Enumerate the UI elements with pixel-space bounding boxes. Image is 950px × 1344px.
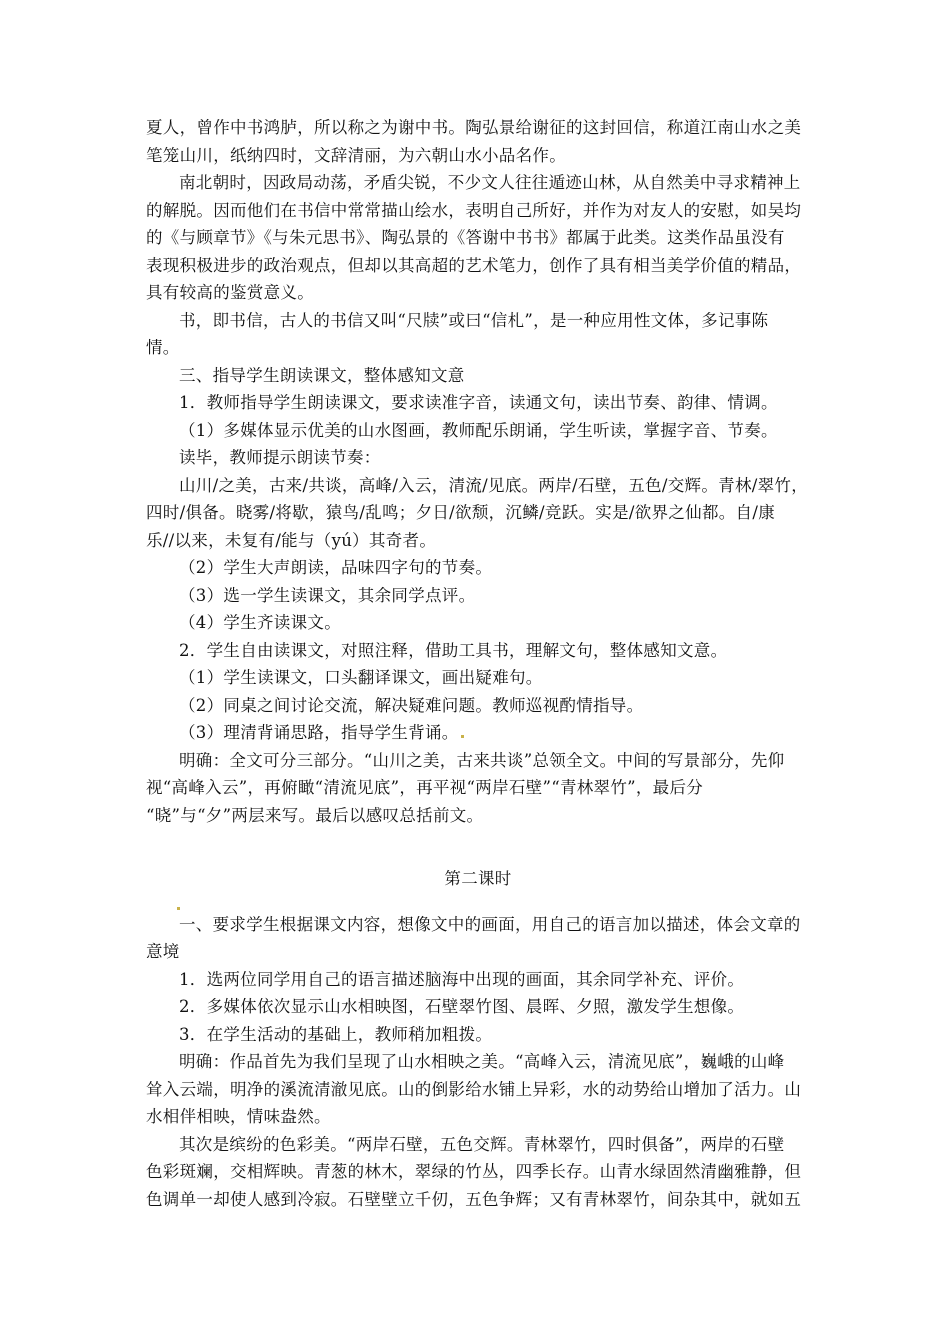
- text-line: 的解脱。因而他们在书信中常常描山绘水，表明自己所好，并作为对友人的安慰，如吴均: [146, 200, 802, 220]
- text-line: 书，即书信，古人的书信又叫“尺牍”或曰“信札”，是一种应用性文体，多记事陈: [179, 310, 769, 330]
- text-line: 的《与顾章节》《与朱元思书》、陶弘景的《答谢中书书》都属于此类。这类作品虽没有: [146, 228, 785, 247]
- text-line: 水相伴相映，情味盎然。: [146, 1107, 331, 1126]
- section-heading: 第二课时: [444, 869, 512, 888]
- text-line: 三、指导学生朗读课文，整体感知文意: [179, 365, 465, 385]
- text-line: 1．教师指导学生朗读课文，要求读准字音，读通文句，读出节奏、韵律、情调。: [179, 393, 778, 412]
- text-line: 耸入云端，明净的溪流清澈见底。山的倒影给水铺上异彩，水的动势给山增加了活力。山: [146, 1079, 802, 1099]
- section-gap: [146, 829, 810, 865]
- text-line: （2）学生大声朗读，品味四字句的节奏。: [179, 558, 493, 577]
- text-line: （4）学生齐读课文。: [179, 613, 341, 632]
- stray-mark: [177, 907, 180, 910]
- text-line: 情。: [146, 338, 180, 357]
- text-line: 南北朝时，因政局动荡，矛盾尖锐，不少文人往往遁迹山林，从自然美中寻求精神上: [179, 173, 801, 192]
- text-line: 2．学生自由读课文，对照注释，借助工具书，理解文句，整体感知文意。: [179, 640, 728, 660]
- text-line: 明确：全文可分三部分。“山川之美，古来共谈”总领全文。中间的写景部分，先仰: [179, 750, 785, 770]
- text-line: （3）选一学生读课文，其余同学点评。: [179, 585, 476, 605]
- text-line: 视“高峰入云”，再俯瞰“清流见底”，再平视“两岸石壁”“青林翠竹”，最后分: [146, 778, 704, 797]
- text-line: 表现积极进步的政治观点，但却以其高超的艺术笔力，创作了具有相当美学价值的精品，: [146, 255, 802, 275]
- text-line: 读毕，教师提示朗读节奏：: [179, 448, 381, 467]
- text-line: 四时/俱备。晓雾/将歇，猿鸟/乱鸣；夕日/欲颓，沉鳞/竞跃。实是/欲界之仙都。自/康: [146, 503, 776, 522]
- text-line: 3．在学生活动的基础上，教师稍加粗拨。: [179, 1024, 493, 1044]
- text-line: （2）同桌之间讨论交流，解决疑难问题。教师巡视酌情指导。: [179, 695, 644, 715]
- text-line: 色调单一却使人感到冷寂。石壁壁立千仞，五色争辉；又有青林翠竹，间杂其中，就如五: [146, 1189, 802, 1209]
- text-line: 乐//以来，未复有/能与（yú）其奇者。: [146, 530, 437, 550]
- stray-mark: [461, 735, 464, 738]
- section-gap: [146, 893, 810, 911]
- text-line: （1）学生读课文，口头翻译课文，画出疑难句。: [179, 668, 543, 687]
- text-line: 1．选两位同学用自己的语言描述脑海中出现的画面，其余同学补充、评价。: [179, 969, 745, 989]
- text-line: 其次是缤纷的色彩美。“两岸石壁，五色交辉。青林翠竹，四时俱备”，两岸的石壁: [179, 1134, 785, 1154]
- text-line: （1）多媒体显示优美的山水图画，教师配乐朗诵，学生听读，掌握字音、节奏。: [179, 420, 778, 440]
- text-line-with-mark: [146, 719, 810, 747]
- text-span: （3）理清背诵思路，指导学生背诵。: [179, 723, 459, 742]
- text-line: 夏人，曾作中书鸿胪，所以称之为谢中书。陶弘景给谢征的这封回信，称道江南山水之美: [146, 118, 802, 137]
- text-line: 2．多媒体依次显示山水相映图，石壁翠竹图、晨晖、夕照，激发学生想像。: [179, 997, 745, 1016]
- text-line: 笔笼山川，纸纳四时，文辞清丽，为六朝山水小品名作。: [146, 145, 566, 165]
- text-line: 色彩斑斓，交相辉映。青葱的林木，翠绿的竹丛，四季长存。山青水绿固然清幽雅静，但: [146, 1162, 802, 1181]
- text-line: “晓”与“夕”两层来写。最后以感叹总括前文。: [146, 805, 484, 825]
- text-line: 一、要求学生根据课文内容，想像文中的画面，用自己的语言加以描述，体会文章的: [179, 914, 801, 934]
- text-line: 意境: [146, 942, 180, 961]
- text-line: 明确：作品首先为我们呈现了山水相映之美。“高峰入云，清流见底”，巍峨的山峰: [179, 1052, 785, 1071]
- document-body: [146, 114, 810, 1213]
- text-line: 具有较高的鉴赏意义。: [146, 283, 314, 302]
- text-line: 山川/之美，古来/共谈，高峰/入云，清流/见底。两岸/石壁，五色/交辉。青林/翠竹，: [179, 475, 809, 495]
